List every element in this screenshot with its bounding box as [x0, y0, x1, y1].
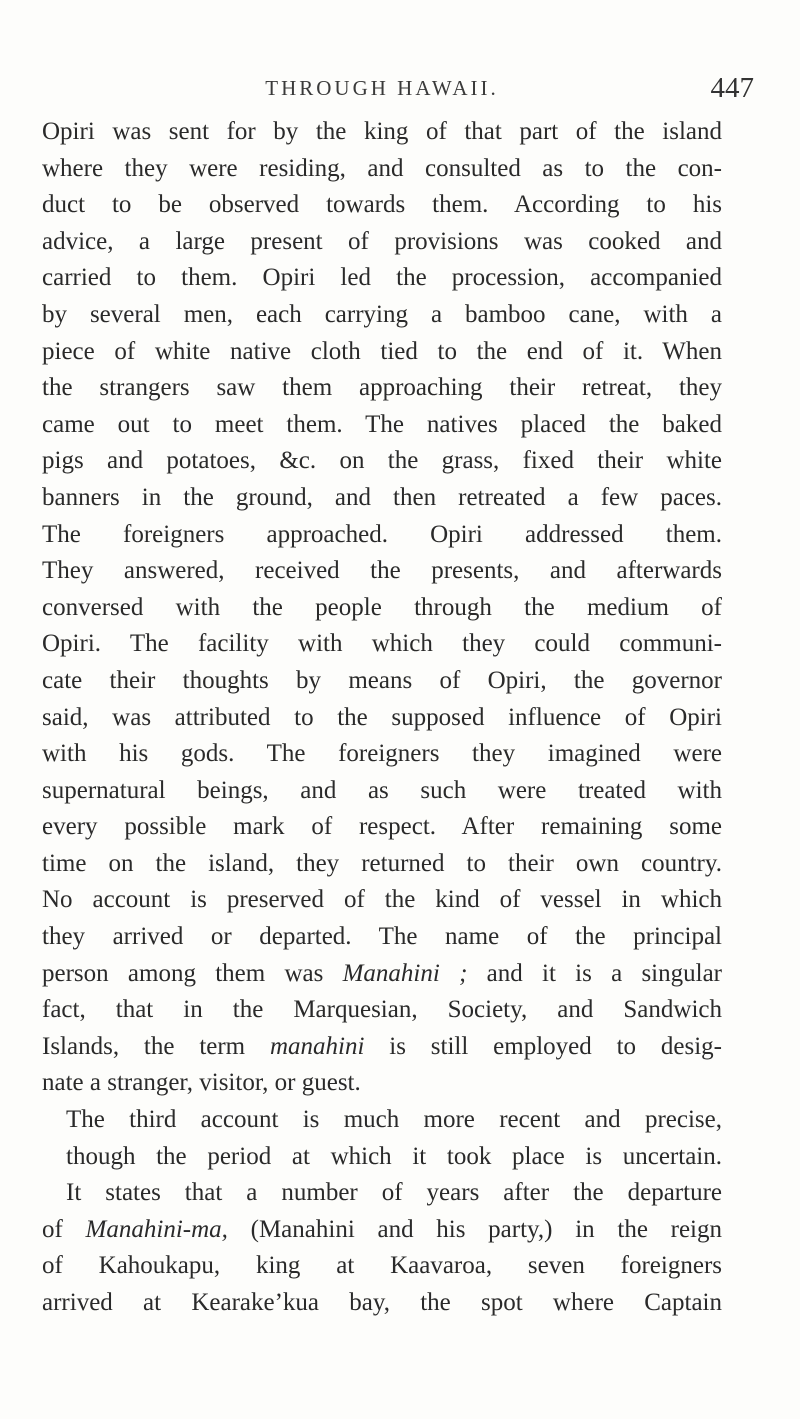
text-line: though the period at which it took place is uncertain. [66, 1142, 722, 1170]
text-line: cate their thoughts by means of Opiri, the governor [42, 666, 722, 694]
text-line: conversed with the people through the medium of [42, 593, 722, 621]
text-line: fact, that in the Marquesian, Society, and Sandwich [42, 996, 722, 1024]
text-line: every possible mark of respect. After remaining some [42, 813, 722, 841]
body-text [42, 114, 722, 1322]
text-line: The foreigners approached. Opiri addressed them. [42, 520, 722, 548]
text-line: piece of white native cloth tied to the end of it. When [42, 337, 722, 365]
text-line: where they were residing, and consulted as to the con- [42, 154, 722, 182]
line-text: and it is a singular [467, 959, 722, 987]
text-line: arrived at Kearake’kua bay, the spot where Captain [42, 1289, 722, 1316]
text-line: It states that a number of years after the departure [66, 1179, 722, 1207]
line-text: person among them was [42, 959, 343, 987]
page-number: 447 [710, 72, 754, 104]
text-line: of Kahoukapu, king at Kaavaroa, seven foreigners [42, 1252, 722, 1280]
italic-term: manahini [269, 1032, 365, 1060]
text-line [42, 1212, 722, 1249]
text-line: duct to be observed towards them. According to his [42, 191, 722, 219]
text-line: the strangers saw them approaching their retreat, they [42, 374, 722, 402]
text-line: Opiri was sent for by the king of that part of the island [42, 118, 722, 145]
text-line: Opiri. The facility with which they could communi- [42, 630, 722, 658]
text-line: with his gods. The foreigners they imagined were [42, 740, 722, 768]
text-line: banners in the ground, and then retreated a few paces. [42, 483, 722, 511]
running-head [42, 72, 754, 116]
text-line [42, 1029, 722, 1066]
text-line: carried to them. Opiri led the procession, accompanied [42, 264, 722, 292]
text-line: nate a stranger, visitor, or guest. [42, 1069, 361, 1097]
italic-term: Manahini-ma, [85, 1215, 228, 1243]
text-line: No account is preserved of the kind of vessel in which [42, 886, 722, 914]
line-text: is still employed to desig- [364, 1032, 722, 1060]
text-line: The third account is much more recent and precise, [66, 1106, 722, 1134]
text-line: They answered, received the presents, and afterwards [42, 557, 722, 585]
line-text: Islands, the term [42, 1032, 270, 1060]
text-line: advice, a large present of provisions was cooked and [42, 227, 722, 255]
line-text: of [42, 1215, 86, 1243]
text-line: supernatural beings, and as such were treated with [42, 776, 722, 804]
text-line [42, 956, 722, 993]
text-line: they arrived or departed. The name of the principal [42, 923, 722, 951]
text-line: said, was attributed to the supposed influence of Opiri [42, 703, 722, 731]
running-title: THROUGH HAWAII. [265, 76, 499, 100]
text-line: came out to meet them. The natives placed the baked [42, 410, 722, 438]
italic-term: Manahini ; [342, 959, 468, 987]
text-line: by several men, each carrying a bamboo cane, with a [42, 300, 722, 328]
text-line: pigs and potatoes, &c. on the grass, fixed their white [42, 447, 722, 475]
text-line: time on the island, they returned to their own country. [42, 849, 722, 877]
line-text: (Manahini and his party,) in the reign [227, 1215, 722, 1243]
